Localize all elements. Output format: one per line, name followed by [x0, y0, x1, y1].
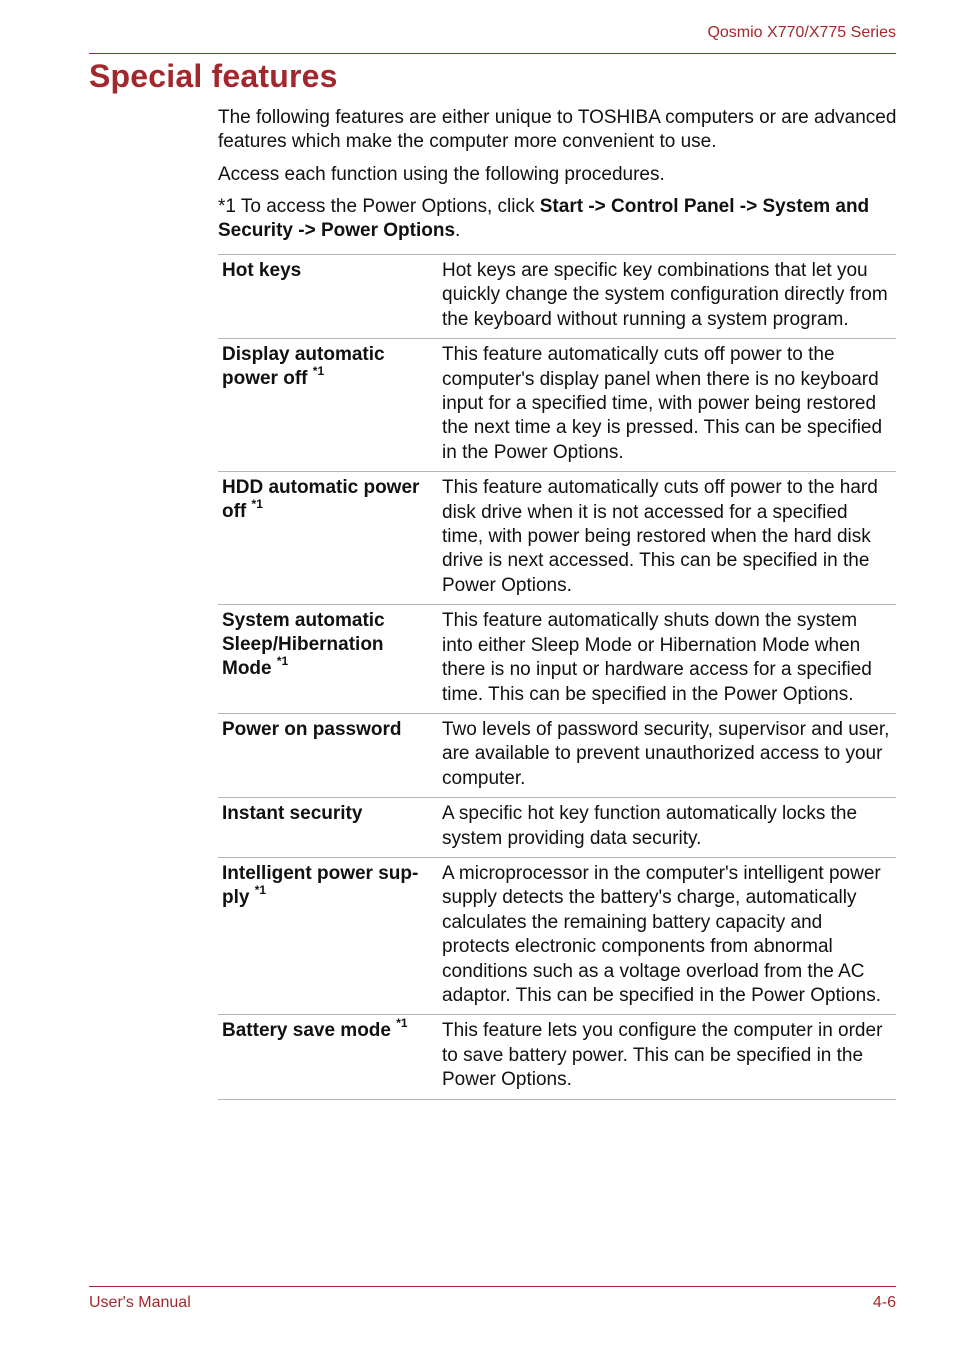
features-table: [218, 254, 896, 1100]
feature-term: [218, 609, 438, 707]
footnote-marker: *1: [276, 653, 289, 668]
feature-row: [218, 798, 896, 858]
feature-row: [218, 255, 896, 339]
footnote-marker: *1: [312, 363, 325, 378]
feature-row: [218, 1015, 896, 1099]
power-options-note-suffix: .: [455, 220, 461, 241]
access-paragraph: Access each function using the following procedures.: [218, 164, 665, 185]
footnote-marker: *1: [251, 496, 263, 511]
feature-term: [218, 802, 438, 851]
feature-row: [218, 339, 896, 472]
feature-term-label: HDD automatic power off: [222, 477, 420, 523]
power-options-path: Start -> Control Panel -> System and Security -> Power Options: [218, 196, 870, 241]
feature-description: This feature automatically cuts off power to the computer's display panel when there is no keyboard input for a specified time, with power being restored the next time a key is pressed. This can be specified in the Power Options.: [442, 344, 883, 463]
feature-row: [218, 605, 896, 714]
feature-term-label: Battery save mode: [222, 1020, 391, 1042]
feature-description: A specific hot key function automatically locks the system providing data security.: [442, 803, 858, 849]
header-series-title: Qosmio X770/X775 Series: [707, 24, 896, 41]
feature-term-label: Hot keys: [222, 260, 302, 281]
feature-term: [218, 1016, 438, 1092]
feature-row: [218, 858, 896, 1015]
power-options-note: [218, 195, 898, 243]
feature-row: [218, 472, 896, 605]
footer-manual-title: User's Manual: [89, 1294, 191, 1311]
feature-description: Hot keys are specific key combinations that let you quickly change the system configuration directly from the keyboard without running a system program.: [442, 260, 888, 330]
feature-description: This feature automatically cuts off power to the hard disk drive when it is not accessed for a specified time, with power being restored when the hard disk drive is next accessed. This can be specified in the Power Options.: [442, 477, 878, 596]
feature-description: This feature lets you configure the computer in order to save battery power. This can be specified in the Power Options.: [442, 1020, 883, 1091]
intro-paragraph: The following features are either unique to TOSHIBA computers or are advanced features which make the computer more convenient to use.: [218, 107, 897, 152]
feature-term: [218, 718, 438, 791]
footer-divider: [89, 1286, 896, 1287]
feature-term-label: Intelligent power sup-ply: [222, 862, 419, 908]
page-number: 4-6: [872, 1294, 896, 1311]
feature-description: This feature automatically shuts down the system into either Sleep Mode or Hibernation Mode when there is no input or hardware access for a specified time. This can be specified in the Power Options.: [442, 610, 872, 705]
power-options-note-prefix: *1 To access the Power Options, click: [218, 196, 540, 217]
feature-term: [218, 343, 438, 465]
feature-term-label: Display automatic power off: [222, 344, 385, 390]
footnote-marker: *1: [254, 882, 267, 897]
feature-term: [218, 259, 438, 332]
feature-description: Two levels of password security, supervisor and user, are available to prevent unauthorized access to your computer.: [442, 718, 890, 789]
feature-term: [218, 862, 438, 1008]
feature-description: A microprocessor in the computer's intelligent power supply detects the battery's charge, automatically calculates the remaining battery capacity and protects electronic components from abnormal conditions such as a voltage overload from the AC adaptor. This can be specified in the Power Options.: [442, 862, 882, 1006]
feature-term-label: System automatic Sleep/Hibernation Mode: [222, 610, 385, 680]
feature-row: [218, 714, 896, 798]
feature-term-label: Instant security: [222, 803, 363, 825]
header-divider: [89, 53, 896, 54]
feature-term-label: Power on password: [222, 718, 402, 740]
page-title: Special features: [89, 58, 338, 94]
footnote-marker: *1: [396, 1016, 408, 1031]
feature-term: [218, 476, 438, 598]
